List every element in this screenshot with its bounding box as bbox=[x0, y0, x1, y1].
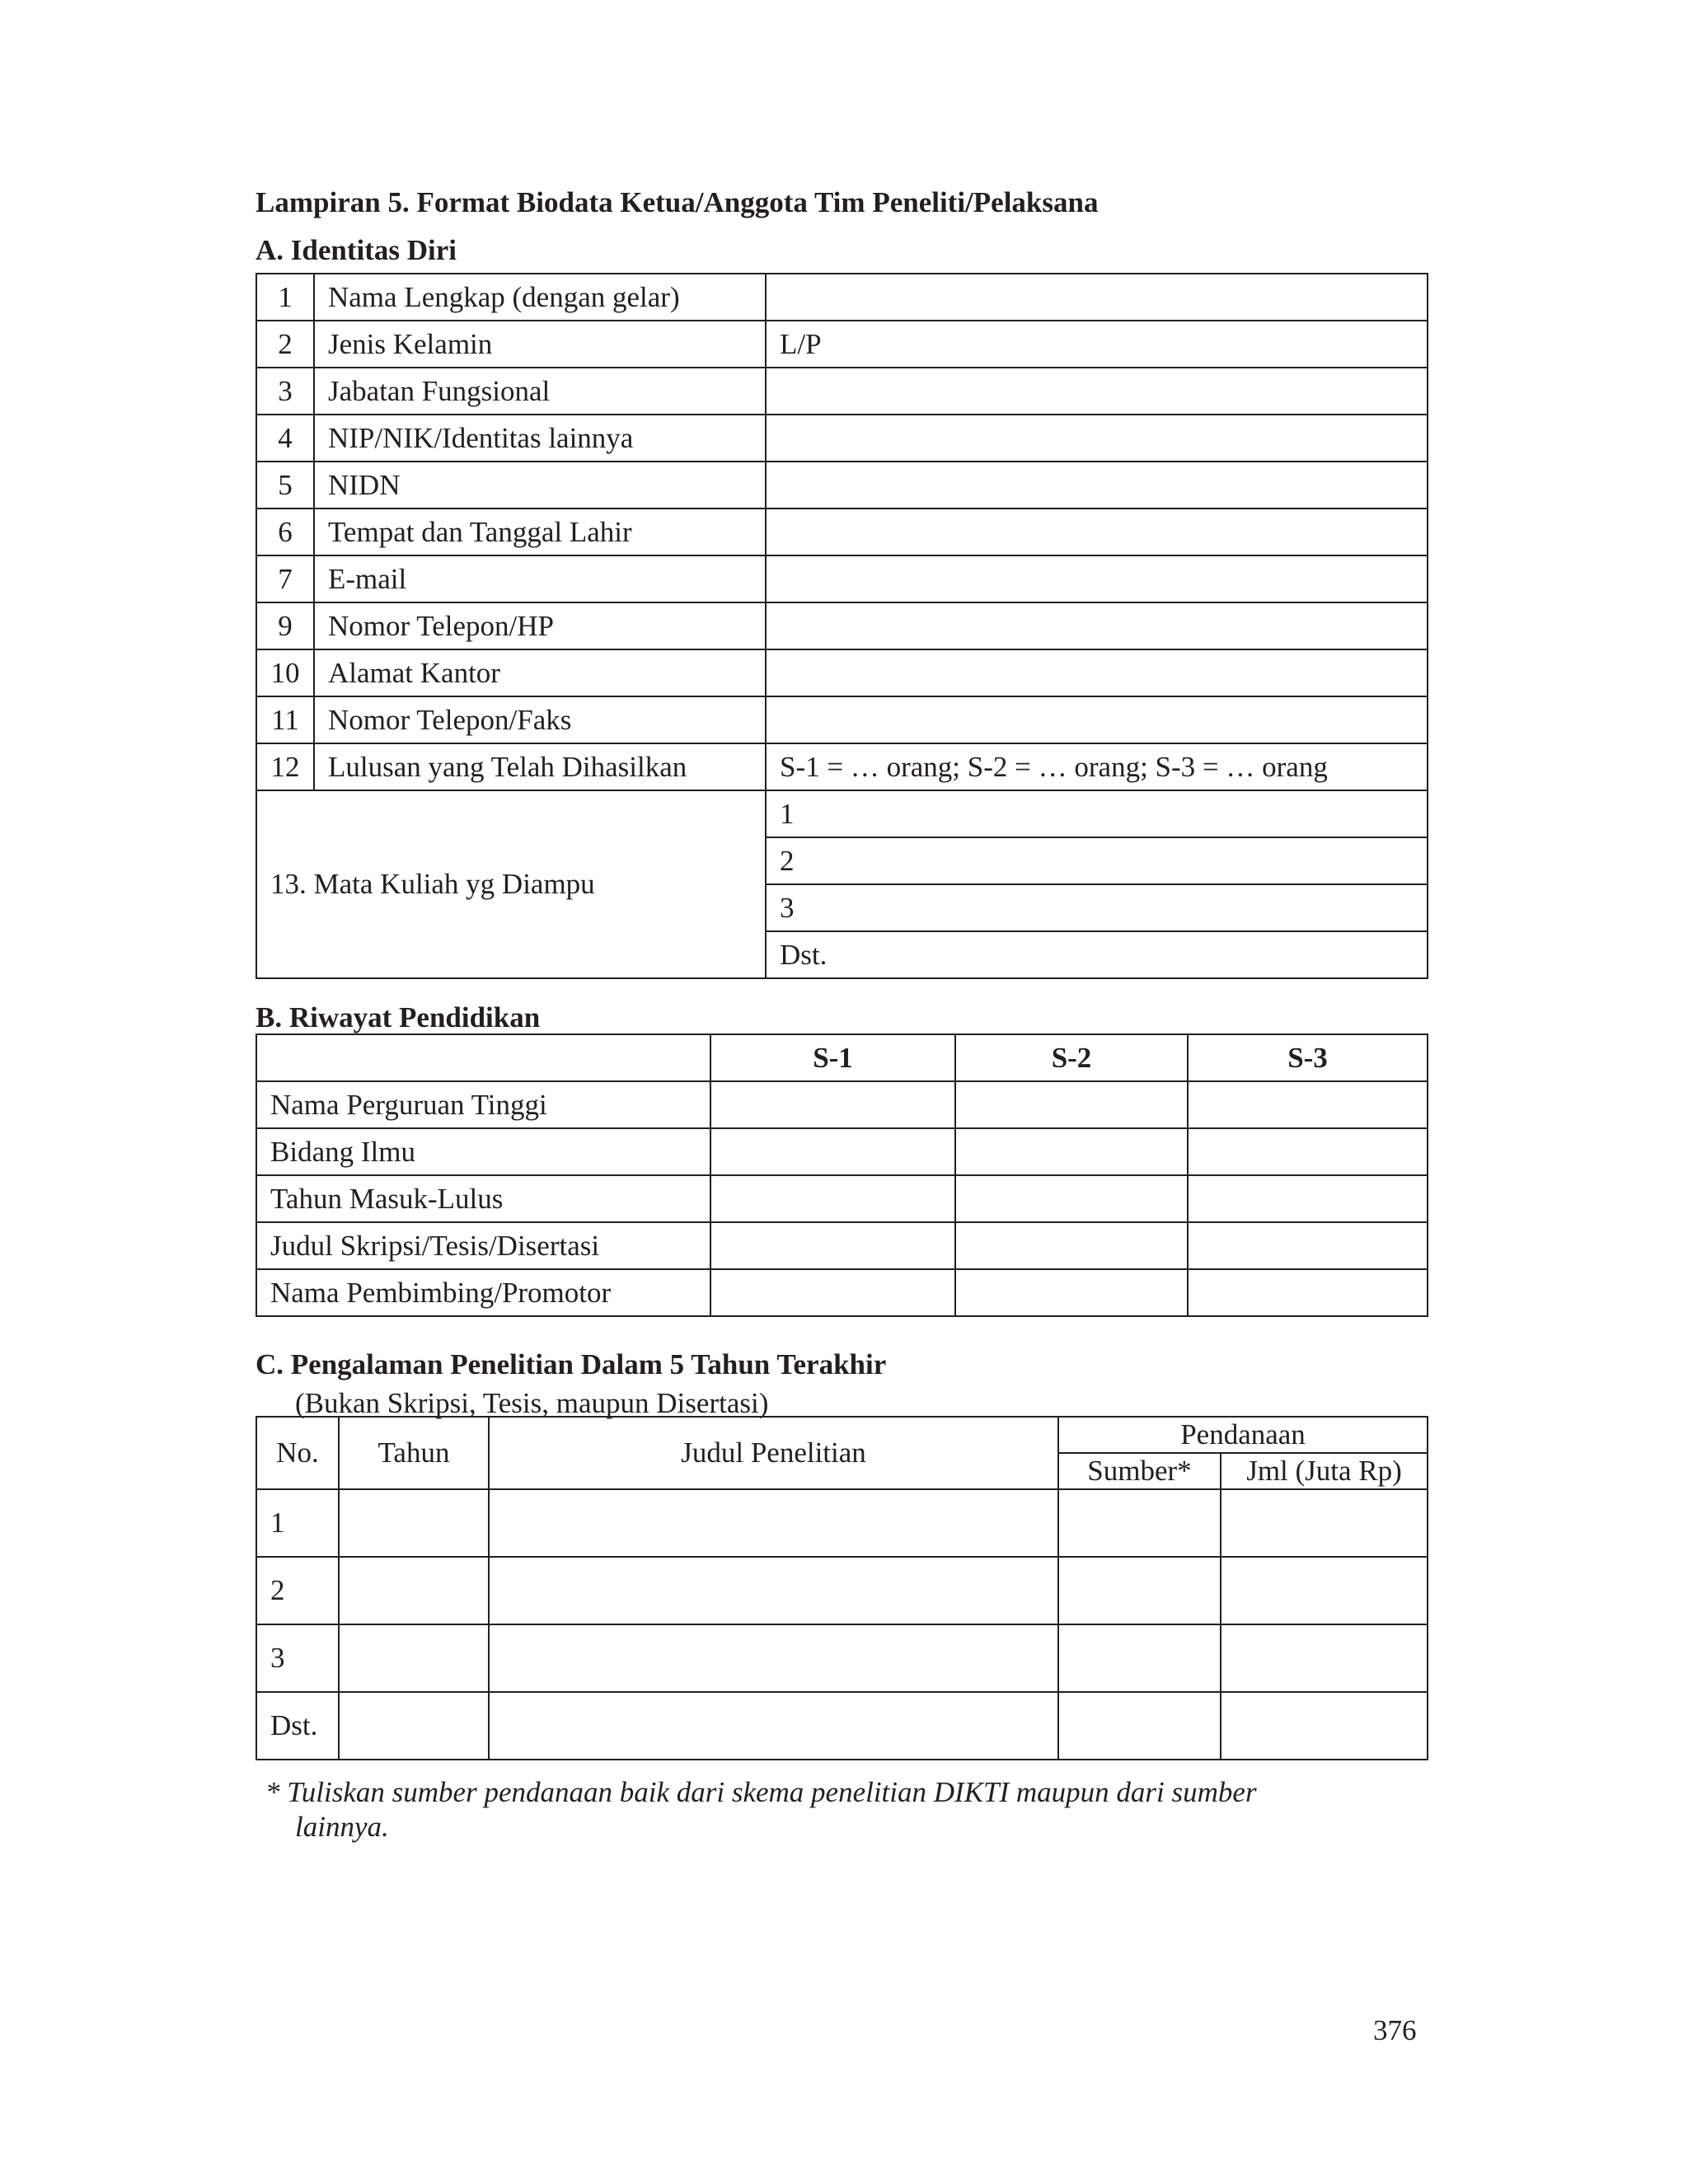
row-value bbox=[766, 509, 1428, 555]
section-b-heading: B. Riwayat Pendidikan bbox=[256, 1001, 541, 1033]
cell-s3 bbox=[1188, 1269, 1428, 1316]
row-label: NIDN bbox=[314, 462, 766, 509]
cell-judul bbox=[489, 1624, 1058, 1692]
mata-kuliah-item: 1 bbox=[766, 790, 1428, 837]
cell-judul bbox=[489, 1557, 1058, 1624]
table-row bbox=[256, 602, 1428, 649]
row-label: Jenis Kelamin bbox=[314, 321, 766, 368]
row-label: Nama Lengkap (dengan gelar) bbox=[314, 274, 766, 321]
table-row bbox=[256, 1175, 1428, 1222]
row-number: 12 bbox=[256, 743, 314, 790]
row-number: 10 bbox=[256, 649, 314, 696]
table-row bbox=[256, 368, 1428, 415]
cell-jml bbox=[1221, 1624, 1428, 1692]
cell-judul bbox=[489, 1489, 1058, 1557]
footnote-line-2: lainnya. bbox=[295, 1811, 389, 1843]
cell-s2 bbox=[955, 1081, 1188, 1128]
row-number: 5 bbox=[256, 462, 314, 509]
row-value bbox=[766, 368, 1428, 415]
column-header-judul: Judul Penelitian bbox=[489, 1417, 1058, 1489]
row-number: 1 bbox=[256, 1489, 339, 1557]
row-number: 1 bbox=[256, 274, 314, 321]
cell-sumber bbox=[1058, 1557, 1221, 1624]
footnote bbox=[265, 1775, 1419, 1844]
row-label: Alamat Kantor bbox=[314, 649, 766, 696]
cell-s2 bbox=[955, 1269, 1188, 1316]
table-row bbox=[256, 321, 1428, 368]
row-value bbox=[766, 462, 1428, 509]
cell-s3 bbox=[1188, 1175, 1428, 1222]
table-row bbox=[256, 415, 1428, 462]
row-label: Tahun Masuk-Lulus bbox=[256, 1175, 710, 1222]
row-number: 11 bbox=[256, 696, 314, 743]
table-header-row bbox=[256, 1417, 1428, 1453]
row-number: Dst. bbox=[256, 1692, 339, 1760]
row-value: L/P bbox=[766, 321, 1428, 368]
row-label: NIP/NIK/Identitas lainnya bbox=[314, 415, 766, 462]
row-value bbox=[766, 696, 1428, 743]
cell-s1 bbox=[710, 1222, 955, 1269]
table-row bbox=[256, 274, 1428, 321]
cell-jml bbox=[1221, 1692, 1428, 1760]
document-title: Lampiran 5. Format Biodata Ketua/Anggota Tim Peneliti/Pelaksana bbox=[256, 186, 1099, 218]
cell-s2 bbox=[955, 1128, 1188, 1175]
cell-tahun bbox=[339, 1557, 489, 1624]
row-label: E-mail bbox=[314, 555, 766, 602]
column-header-s2: S-2 bbox=[955, 1034, 1188, 1081]
row-number: 9 bbox=[256, 602, 314, 649]
cell-s2 bbox=[955, 1175, 1188, 1222]
column-header bbox=[256, 1034, 710, 1081]
mata-kuliah-item: Dst. bbox=[766, 931, 1428, 978]
table-row bbox=[256, 1269, 1428, 1316]
cell-s3 bbox=[1188, 1222, 1428, 1269]
cell-tahun bbox=[339, 1692, 489, 1760]
row-value bbox=[766, 602, 1428, 649]
table-row bbox=[256, 555, 1428, 602]
row-number: 3 bbox=[256, 1624, 339, 1692]
cell-sumber bbox=[1058, 1489, 1221, 1557]
table-row bbox=[256, 1081, 1428, 1128]
table-row bbox=[256, 1222, 1428, 1269]
table-row bbox=[256, 743, 1428, 790]
cell-sumber bbox=[1058, 1692, 1221, 1760]
riwayat-pendidikan-table bbox=[256, 1033, 1428, 1317]
table-row bbox=[256, 1624, 1428, 1692]
section-c-subheading: (Bukan Skripsi, Tesis, maupun Disertasi) bbox=[295, 1387, 769, 1419]
row-label: Nama Perguruan Tinggi bbox=[256, 1081, 710, 1128]
table-row bbox=[256, 649, 1428, 696]
row-label: Nomor Telepon/Faks bbox=[314, 696, 766, 743]
cell-jml bbox=[1221, 1557, 1428, 1624]
mata-kuliah-item: 2 bbox=[766, 837, 1428, 884]
identitas-diri-table bbox=[256, 273, 1428, 979]
mata-kuliah-label: 13. Mata Kuliah yg Diampu bbox=[256, 790, 766, 978]
cell-s3 bbox=[1188, 1128, 1428, 1175]
table-row bbox=[256, 1692, 1428, 1760]
row-number: 3 bbox=[256, 368, 314, 415]
column-header-s3: S-3 bbox=[1188, 1034, 1428, 1081]
row-number: 6 bbox=[256, 509, 314, 555]
table-header-row bbox=[256, 1034, 1428, 1081]
mata-kuliah-item: 3 bbox=[766, 884, 1428, 931]
row-label: Jabatan Fungsional bbox=[314, 368, 766, 415]
cell-jml bbox=[1221, 1489, 1428, 1557]
cell-s1 bbox=[710, 1175, 955, 1222]
cell-s3 bbox=[1188, 1081, 1428, 1128]
pengalaman-penelitian-table bbox=[256, 1416, 1428, 1760]
column-header-s1: S-1 bbox=[710, 1034, 955, 1081]
row-value: S-1 = … orang; S-2 = … orang; S-3 = … orang bbox=[766, 743, 1428, 790]
column-header-pendanaan: Pendanaan bbox=[1058, 1417, 1428, 1453]
cell-tahun bbox=[339, 1624, 489, 1692]
cell-sumber bbox=[1058, 1624, 1221, 1692]
row-value bbox=[766, 274, 1428, 321]
table-row bbox=[256, 696, 1428, 743]
table-row bbox=[256, 1128, 1428, 1175]
row-number: 7 bbox=[256, 555, 314, 602]
row-value bbox=[766, 555, 1428, 602]
table-row bbox=[256, 1489, 1428, 1557]
row-number: 4 bbox=[256, 415, 314, 462]
page-number: 376 bbox=[1373, 2014, 1417, 2046]
section-a-heading: A. Identitas Diri bbox=[256, 234, 457, 266]
table-row bbox=[256, 509, 1428, 555]
row-label: Tempat dan Tanggal Lahir bbox=[314, 509, 766, 555]
table-row bbox=[256, 1557, 1428, 1624]
row-number: 2 bbox=[256, 321, 314, 368]
row-label: Nomor Telepon/HP bbox=[314, 602, 766, 649]
column-header-tahun: Tahun bbox=[339, 1417, 489, 1489]
section-c-heading: C. Pengalaman Penelitian Dalam 5 Tahun Terakhir bbox=[256, 1348, 887, 1380]
row-label: Judul Skripsi/Tesis/Disertasi bbox=[256, 1222, 710, 1269]
row-value bbox=[766, 415, 1428, 462]
row-value bbox=[766, 649, 1428, 696]
row-label: Bidang Ilmu bbox=[256, 1128, 710, 1175]
cell-tahun bbox=[339, 1489, 489, 1557]
cell-s1 bbox=[710, 1081, 955, 1128]
table-row bbox=[256, 462, 1428, 509]
cell-s1 bbox=[710, 1269, 955, 1316]
table-row bbox=[256, 790, 1428, 837]
row-label: Nama Pembimbing/Promotor bbox=[256, 1269, 710, 1316]
footnote-line-1: * Tuliskan sumber pendanaan baik dari skema penelitian DIKTI maupun dari sumber bbox=[265, 1776, 1257, 1808]
column-header-sumber: Sumber* bbox=[1058, 1453, 1221, 1489]
column-header-jml: Jml (Juta Rp) bbox=[1221, 1453, 1428, 1489]
row-number: 2 bbox=[256, 1557, 339, 1624]
column-header-no: No. bbox=[256, 1417, 339, 1489]
row-label: Lulusan yang Telah Dihasilkan bbox=[314, 743, 766, 790]
cell-s1 bbox=[710, 1128, 955, 1175]
cell-s2 bbox=[955, 1222, 1188, 1269]
cell-judul bbox=[489, 1692, 1058, 1760]
